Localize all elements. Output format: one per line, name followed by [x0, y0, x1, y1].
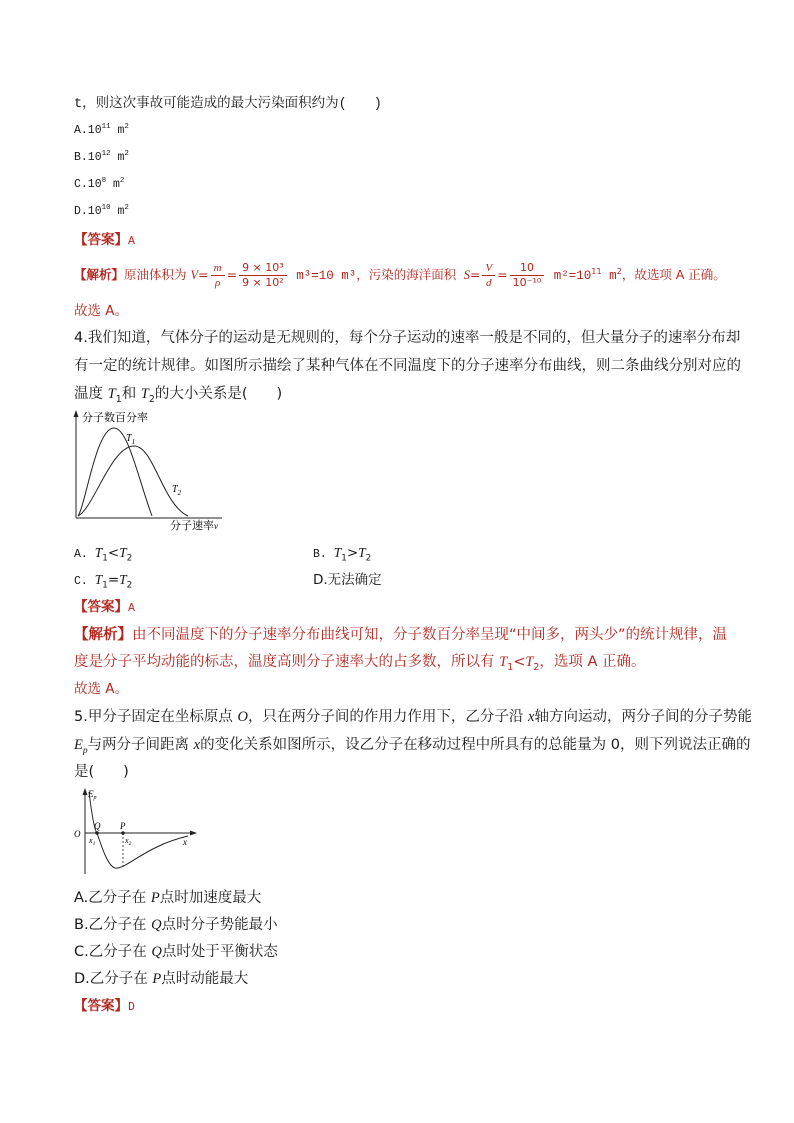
q5-stem-line2: $E_p$与两分子间距离 x的变化关系如图所示，设乙分子在移动过程中所具有的总能量为 0，则下列说法正确的: [74, 737, 751, 756]
q4-stem-line1: 4.我们知道，气体分子的运动是无规则的，每个分子运动的速率一般是不同的，但大量分子的速率分布却: [74, 330, 741, 346]
q5-option-c: C.乙分子在 Q点时处于平衡状态: [74, 944, 278, 960]
chart-xaxis-label: x: [183, 837, 187, 847]
fraction-area: $\frac{10}{\text{10⁻¹⁰}}$: [510, 261, 545, 290]
chart-y-arrow: [83, 788, 88, 795]
q3-option-d: $D.10^{10}$ $m^2$: [74, 204, 129, 218]
chart-x-arrow: [190, 831, 197, 836]
q3-option-a: $A.10^{11}$ $m^2$: [74, 123, 129, 137]
q3-analysis: 【解析】原油体积为 V= $\frac{m}{\rho}$ = $\frac{\text{9 × 10³}}{\text{9 × 10²}}$ m³=10 m³，污染的海洋面积 S= $\frac{V}{d}$ = $\frac{10}{\text{10⁻¹⁰}}$ $m^2=10^{11}$ $m^2$，故选项 A 正确。: [74, 261, 726, 289]
label-p: P: [120, 821, 126, 831]
label-x1: $x_1$: [89, 836, 96, 847]
speed-distribution-chart: [66, 408, 230, 532]
chart-ylabel: $E_p$: [88, 789, 97, 801]
q4-analysis-line1: 【解析】由不同温度下的分子速率分布曲线可知，分子数百分率呈现“中间多，两头少”的统计规律，温: [74, 627, 728, 643]
potential-energy-chart: [70, 786, 200, 876]
curve-t1-label: $T_1$: [126, 433, 136, 446]
q5-option-b: B.乙分子在 Q点时分子势能最小: [74, 917, 278, 933]
q5-option-d: D.乙分子在 P点时动能最大: [74, 971, 249, 987]
fraction-volume: $\frac{\text{9 × 10³}}{\text{9 × 10²}}$: [239, 261, 287, 290]
q5-stem-line3: 是( ): [74, 764, 129, 780]
q4-stem-line3: 温度 $T_1$和 $T_2$的大小关系是( ): [74, 386, 283, 405]
q3-answer: 【答案】A: [74, 232, 135, 248]
q3-option-b: $B.10^{12}$ $m^2$: [74, 150, 129, 164]
chart-xlabel: 分子速率v: [170, 520, 218, 532]
q4-option-d: D.无法确定: [313, 572, 382, 588]
q5-stem-line1: 5.甲分子固定在坐标原点 O，只在两分子间的作用力作用下，乙分子沿 x轴方向运动，两分子间的分子势能: [74, 709, 752, 725]
q4-stem-line2: 有一定的统计规律。如图所示描绘了某种气体在不同温度下的分子速率分布曲线，则二条曲线分别对应的: [74, 358, 741, 374]
fraction-v-over-d: $\frac{V}{d}$: [482, 261, 495, 290]
q5-answer: 【答案】D: [74, 998, 135, 1014]
label-q: Q: [94, 821, 101, 831]
ep-curve: [89, 792, 188, 868]
q4-option-a: A. $T_1<T_2$: [74, 545, 133, 564]
label-x2: $x_2$: [125, 836, 132, 847]
q5-option-a: A.乙分子在 P点时加速度最大: [74, 890, 262, 906]
point-p: [121, 831, 125, 835]
q4-option-c: C. $T_1=T_2$: [74, 572, 133, 591]
chart-origin-label: O: [74, 829, 81, 839]
q4-answer: 【答案】A: [74, 599, 135, 615]
point-q: [95, 831, 99, 835]
chart-ylabel: 分子数百分率: [82, 412, 148, 424]
q3-stem-tail: t，则这次事故可能造成的最大污染面积约为( ): [74, 97, 382, 112]
curve-t2-label: $T_2$: [172, 484, 182, 497]
q4-analysis-line2: 度是分子平均动能的标志，温度高则分子速率大的占多数，所以有 $T_1<T_2$，选项 A 正确。: [74, 654, 646, 673]
fraction-m-over-rho: $\frac{m}{\rho}$: [211, 261, 225, 290]
q4-option-b: B. $T_1>T_2$: [313, 545, 372, 564]
chart-y-arrow: [74, 410, 79, 417]
q3-conclusion: 故选 A。: [74, 303, 129, 319]
q4-conclusion: 故选 A。: [74, 681, 129, 697]
q3-option-c: $C.10^8$ $m^2$: [74, 177, 125, 191]
